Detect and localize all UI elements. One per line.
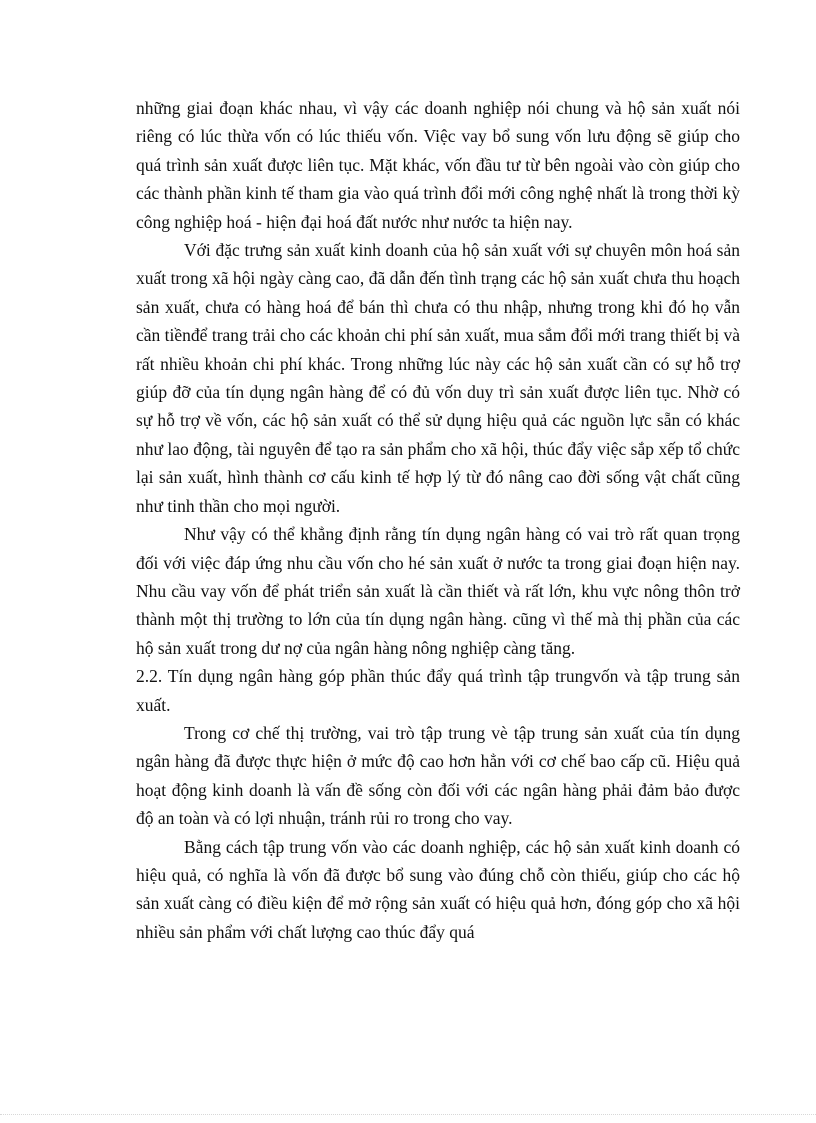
page-bottom-border [0,1114,816,1115]
document-body [136,94,740,946]
paragraph: Với đặc trưng sản xuất kinh doanh của hộ sản xuất với sự chuyên môn hoá sản xuất trong xã hội ngày càng cao, đã dẫn đến tình trạng các hộ sản xuất chưa thu hoạch sản xuất, chưa có hàng hoá để bán thì chưa có thu nhập, nhưng trong khi đó họ vẫn cần tiềnđể trang trải cho các khoản chi phí sản xuất, mua sắm đổi mới trang thiết bị và rất nhiều khoản chi phí khác. Trong những lúc này các hộ sản xuất cần có sự hỗ trợ giúp đỡ của tín dụng ngân hàng để có đủ vốn duy trì sản xuất được liên tục. Nhờ có sự hỗ trợ về vốn, các hộ sản xuất có thể sử dụng hiệu quả các nguồn lực sẵn có khác như lao động, tài nguyên để tạo ra sản phẩm cho xã hội, thúc đẩy việc sắp xếp tổ chức lại sản xuất, hình thành cơ cấu kinh tế hợp lý từ đó nâng cao đời sống vật chất cũng như tinh thần cho mọi người. [136,240,740,516]
paragraph: Như vậy có thể khẳng định rằng tín dụng ngân hàng có vai trò rất quan trọng đối với việc đáp ứng nhu cầu vốn cho hé sản xuất ở nước ta trong giai đoạn hiện nay. Nhu cầu vay vốn để phát triển sản xuất là cần thiết và rất lớn, khu vực nông thôn trở thành một thị trường to lớn của tín dụng ngân hàng. cũng vì thế mà thị phần của các hộ sản xuất trong dư nợ của ngân hàng nông nghiệp càng tăng. [136,524,740,658]
section-heading: 2.2. Tín dụng ngân hàng góp phần thúc đẩy quá trình tập trungvốn và tập trung sản xuất. [136,666,740,715]
paragraph-last: Bằng cách tập trung vốn vào các doanh nghiệp, các hộ sản xuất kinh doanh có hiệu quả, có nghĩa là vốn đã được bổ sung vào đúng chỗ còn thiếu, giúp cho các hộ sản xuất càng có điều kiện để mở rộng sản xuất có hiệu quả hơn, đóng góp cho xã hội nhiều sản phẩm với chất lượng cao thúc đẩy quá [136,836,740,942]
paragraph-continuation: những giai đoạn khác nhau, vì vậy các doanh nghiệp nói chung và hộ sản xuất nói riêng có lúc thừa vốn có lúc thiếu vốn. Việc vay bổ sung vốn lưu động sẽ giúp cho quá trình sản xuất được liên tục. Mặt khác, vốn đầu tư từ bên ngoài vào còn giúp cho các thành phần kinh tế tham gia vào quá trình đổi mới công nghệ nhất là trong thời kỳ công nghiệp hoá - hiện đại hoá đất nước như nước ta hiện nay. [136,98,740,232]
paragraph: Trong cơ chế thị trường, vai trò tập trung vè tập trung sản xuất của tín dụng ngân hàng đã được thực hiện ở mức độ cao hơn hẳn với cơ chế bao cấp cũ. Hiệu quả hoạt động kinh doanh là vấn đề sống còn đối với các ngân hàng phải đảm bảo được độ an toàn và có lợi nhuận, tránh rủi ro trong cho vay. [136,722,740,829]
